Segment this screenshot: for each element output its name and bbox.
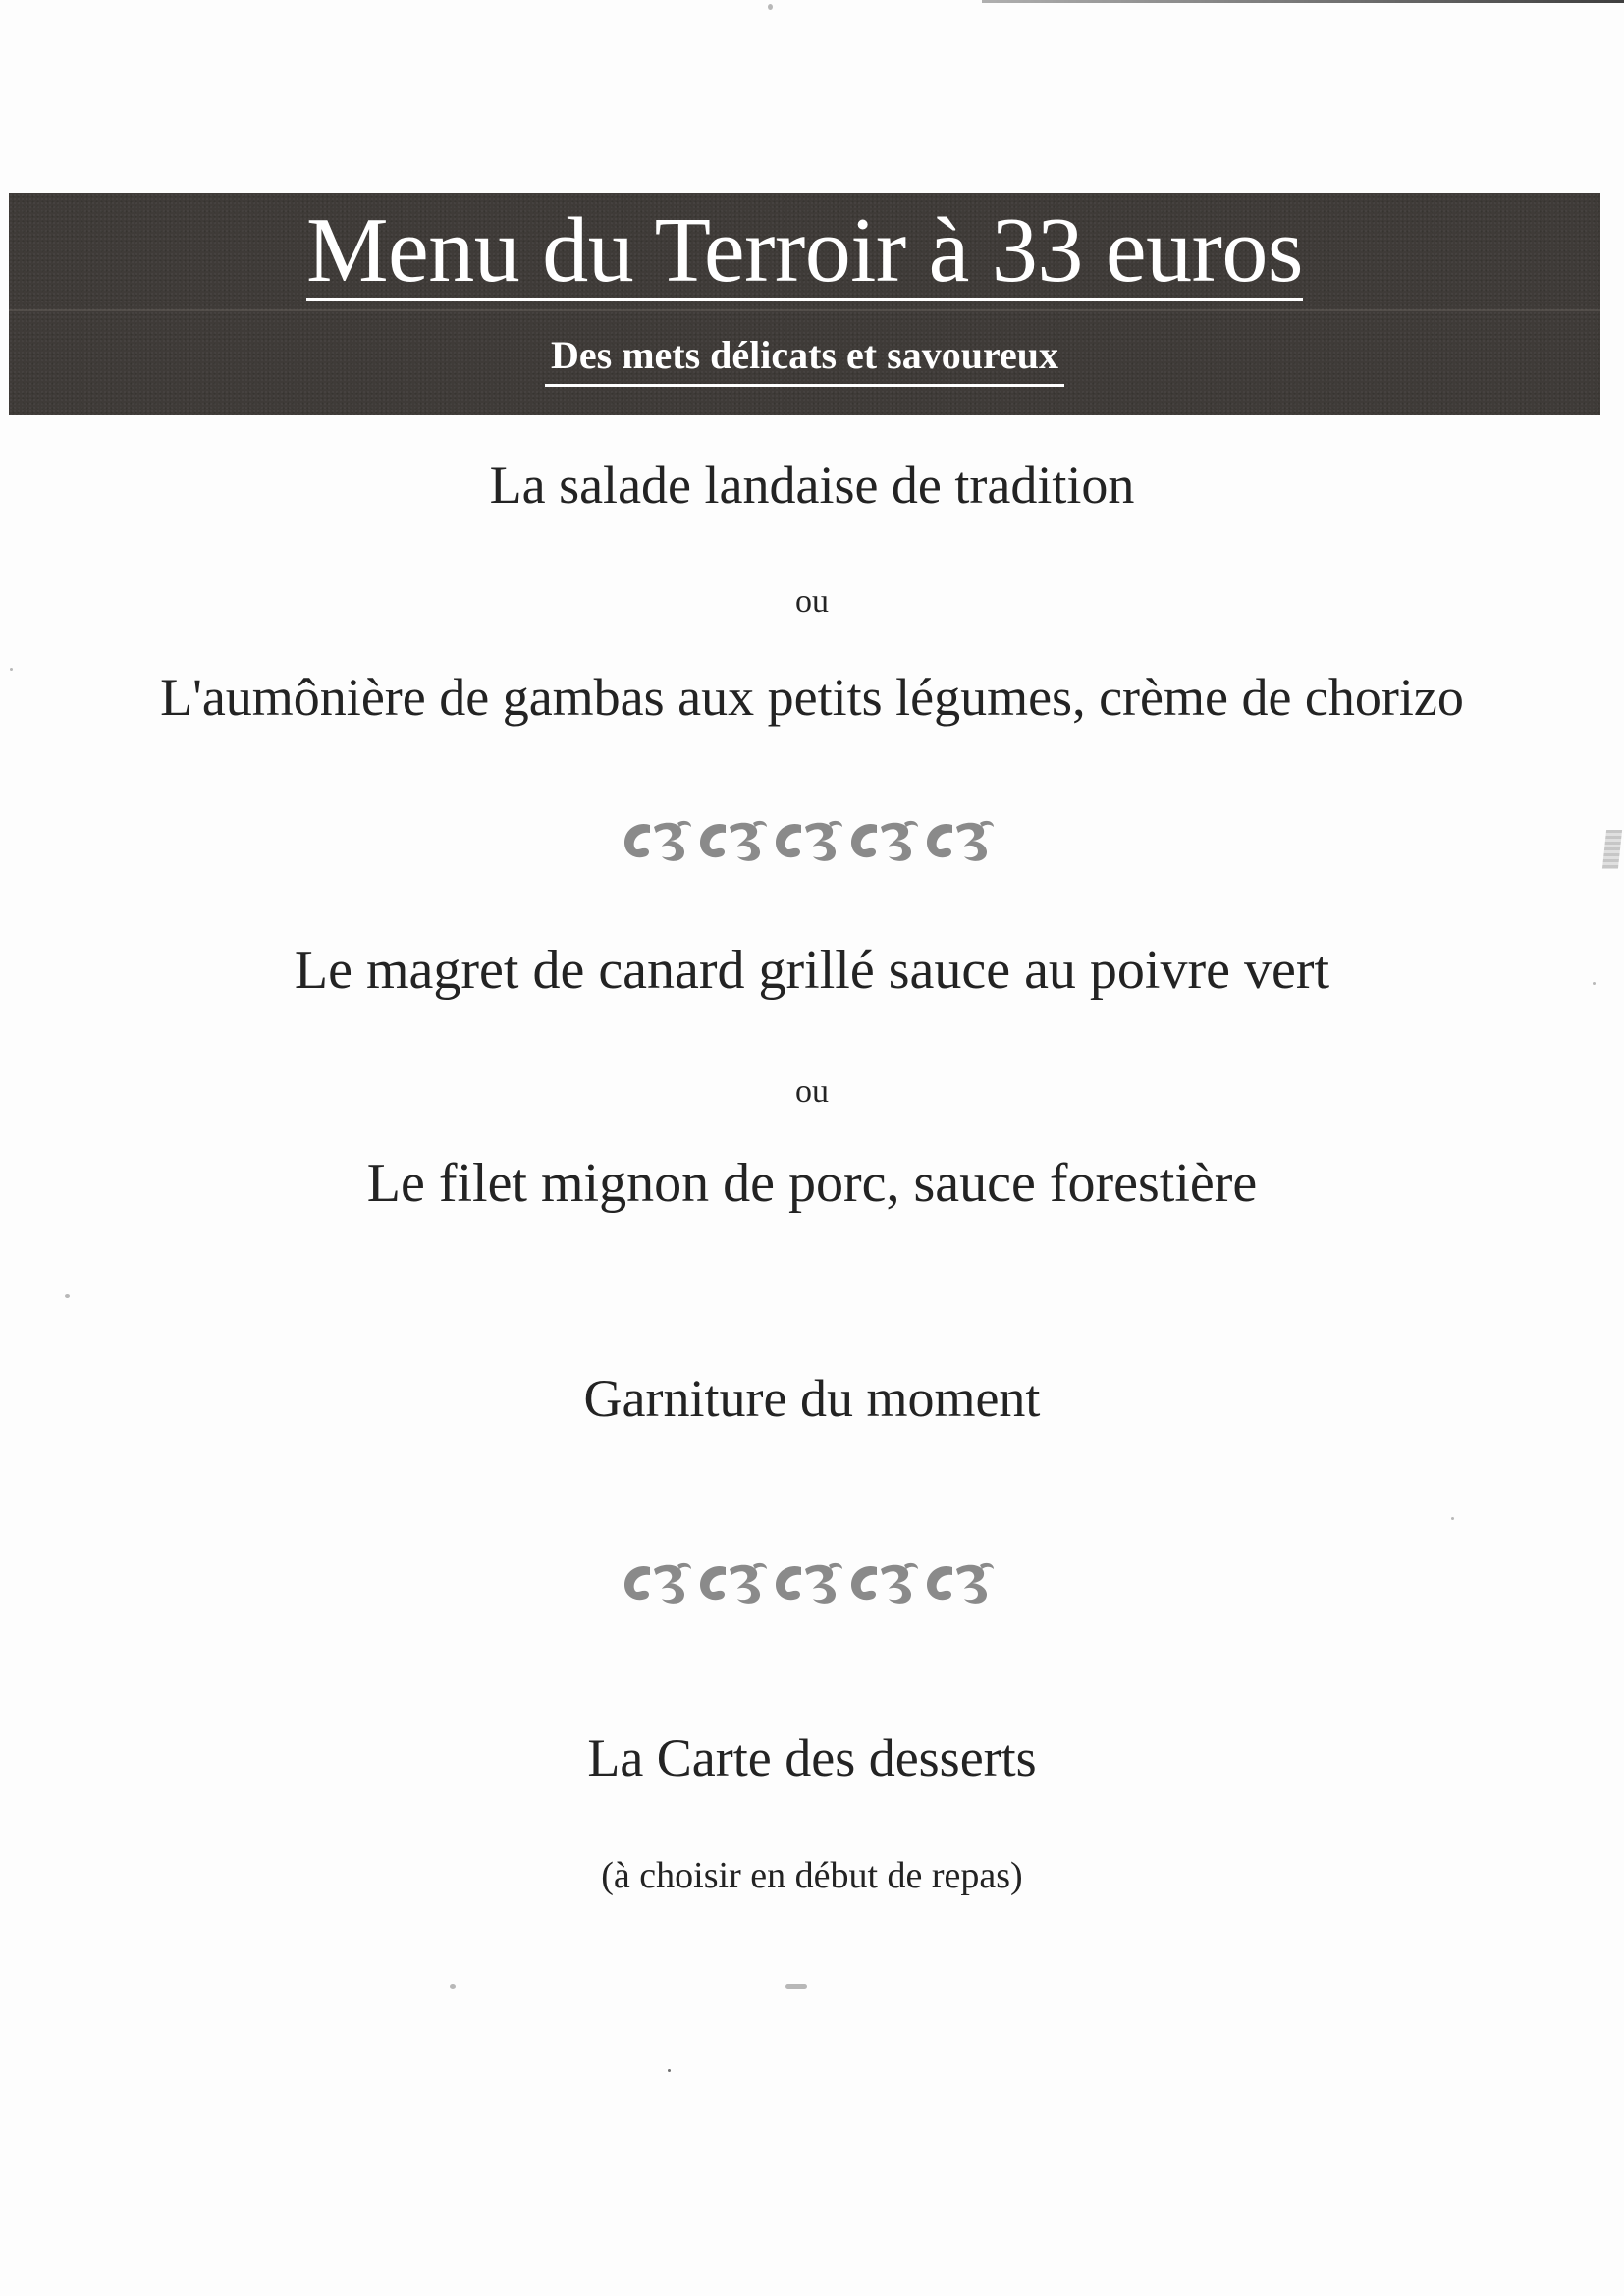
dessert-note: (à choisir en début de repas): [601, 1855, 1023, 1896]
scroll-ornament-icon: [621, 1559, 1003, 1607]
scan-speck: [785, 1984, 807, 1989]
ornament-divider-2: [0, 1559, 1624, 1607]
main-option-1: Le magret de canard grillé sauce au poivre vert: [294, 940, 1330, 1001]
starter-or-separator: ou: [795, 583, 829, 620]
menu-title: [9, 199, 1600, 301]
scan-speck: [65, 1294, 70, 1298]
main-or-separator: ou: [795, 1073, 829, 1110]
scan-speck: [768, 4, 773, 10]
menu-header-band: [9, 193, 1600, 415]
starter-option-1: La salade landaise de tradition: [489, 456, 1135, 515]
main-side-dish: Garniture du moment: [583, 1369, 1041, 1428]
menu-title-text: Menu du Terroir à 33 euros: [305, 199, 1304, 301]
scan-edge-line: [982, 0, 1624, 3]
scan-speck: [450, 1984, 456, 1989]
band-seam: [9, 309, 1600, 311]
scan-speck: [1451, 1517, 1454, 1520]
scan-speck: [668, 2069, 671, 2072]
menu-subtitle-text: Des mets délicats et savoureux: [545, 333, 1064, 387]
ornament-divider-1: [0, 817, 1624, 864]
dessert-title: La Carte des desserts: [587, 1728, 1037, 1787]
starter-option-2: L'aumônière de gambas aux petits légumes, crème de chorizo: [160, 668, 1464, 727]
main-option-2: Le filet mignon de porc, sauce forestière: [366, 1153, 1258, 1214]
menu-subtitle: [9, 331, 1600, 387]
scroll-ornament-icon: [621, 817, 1003, 864]
